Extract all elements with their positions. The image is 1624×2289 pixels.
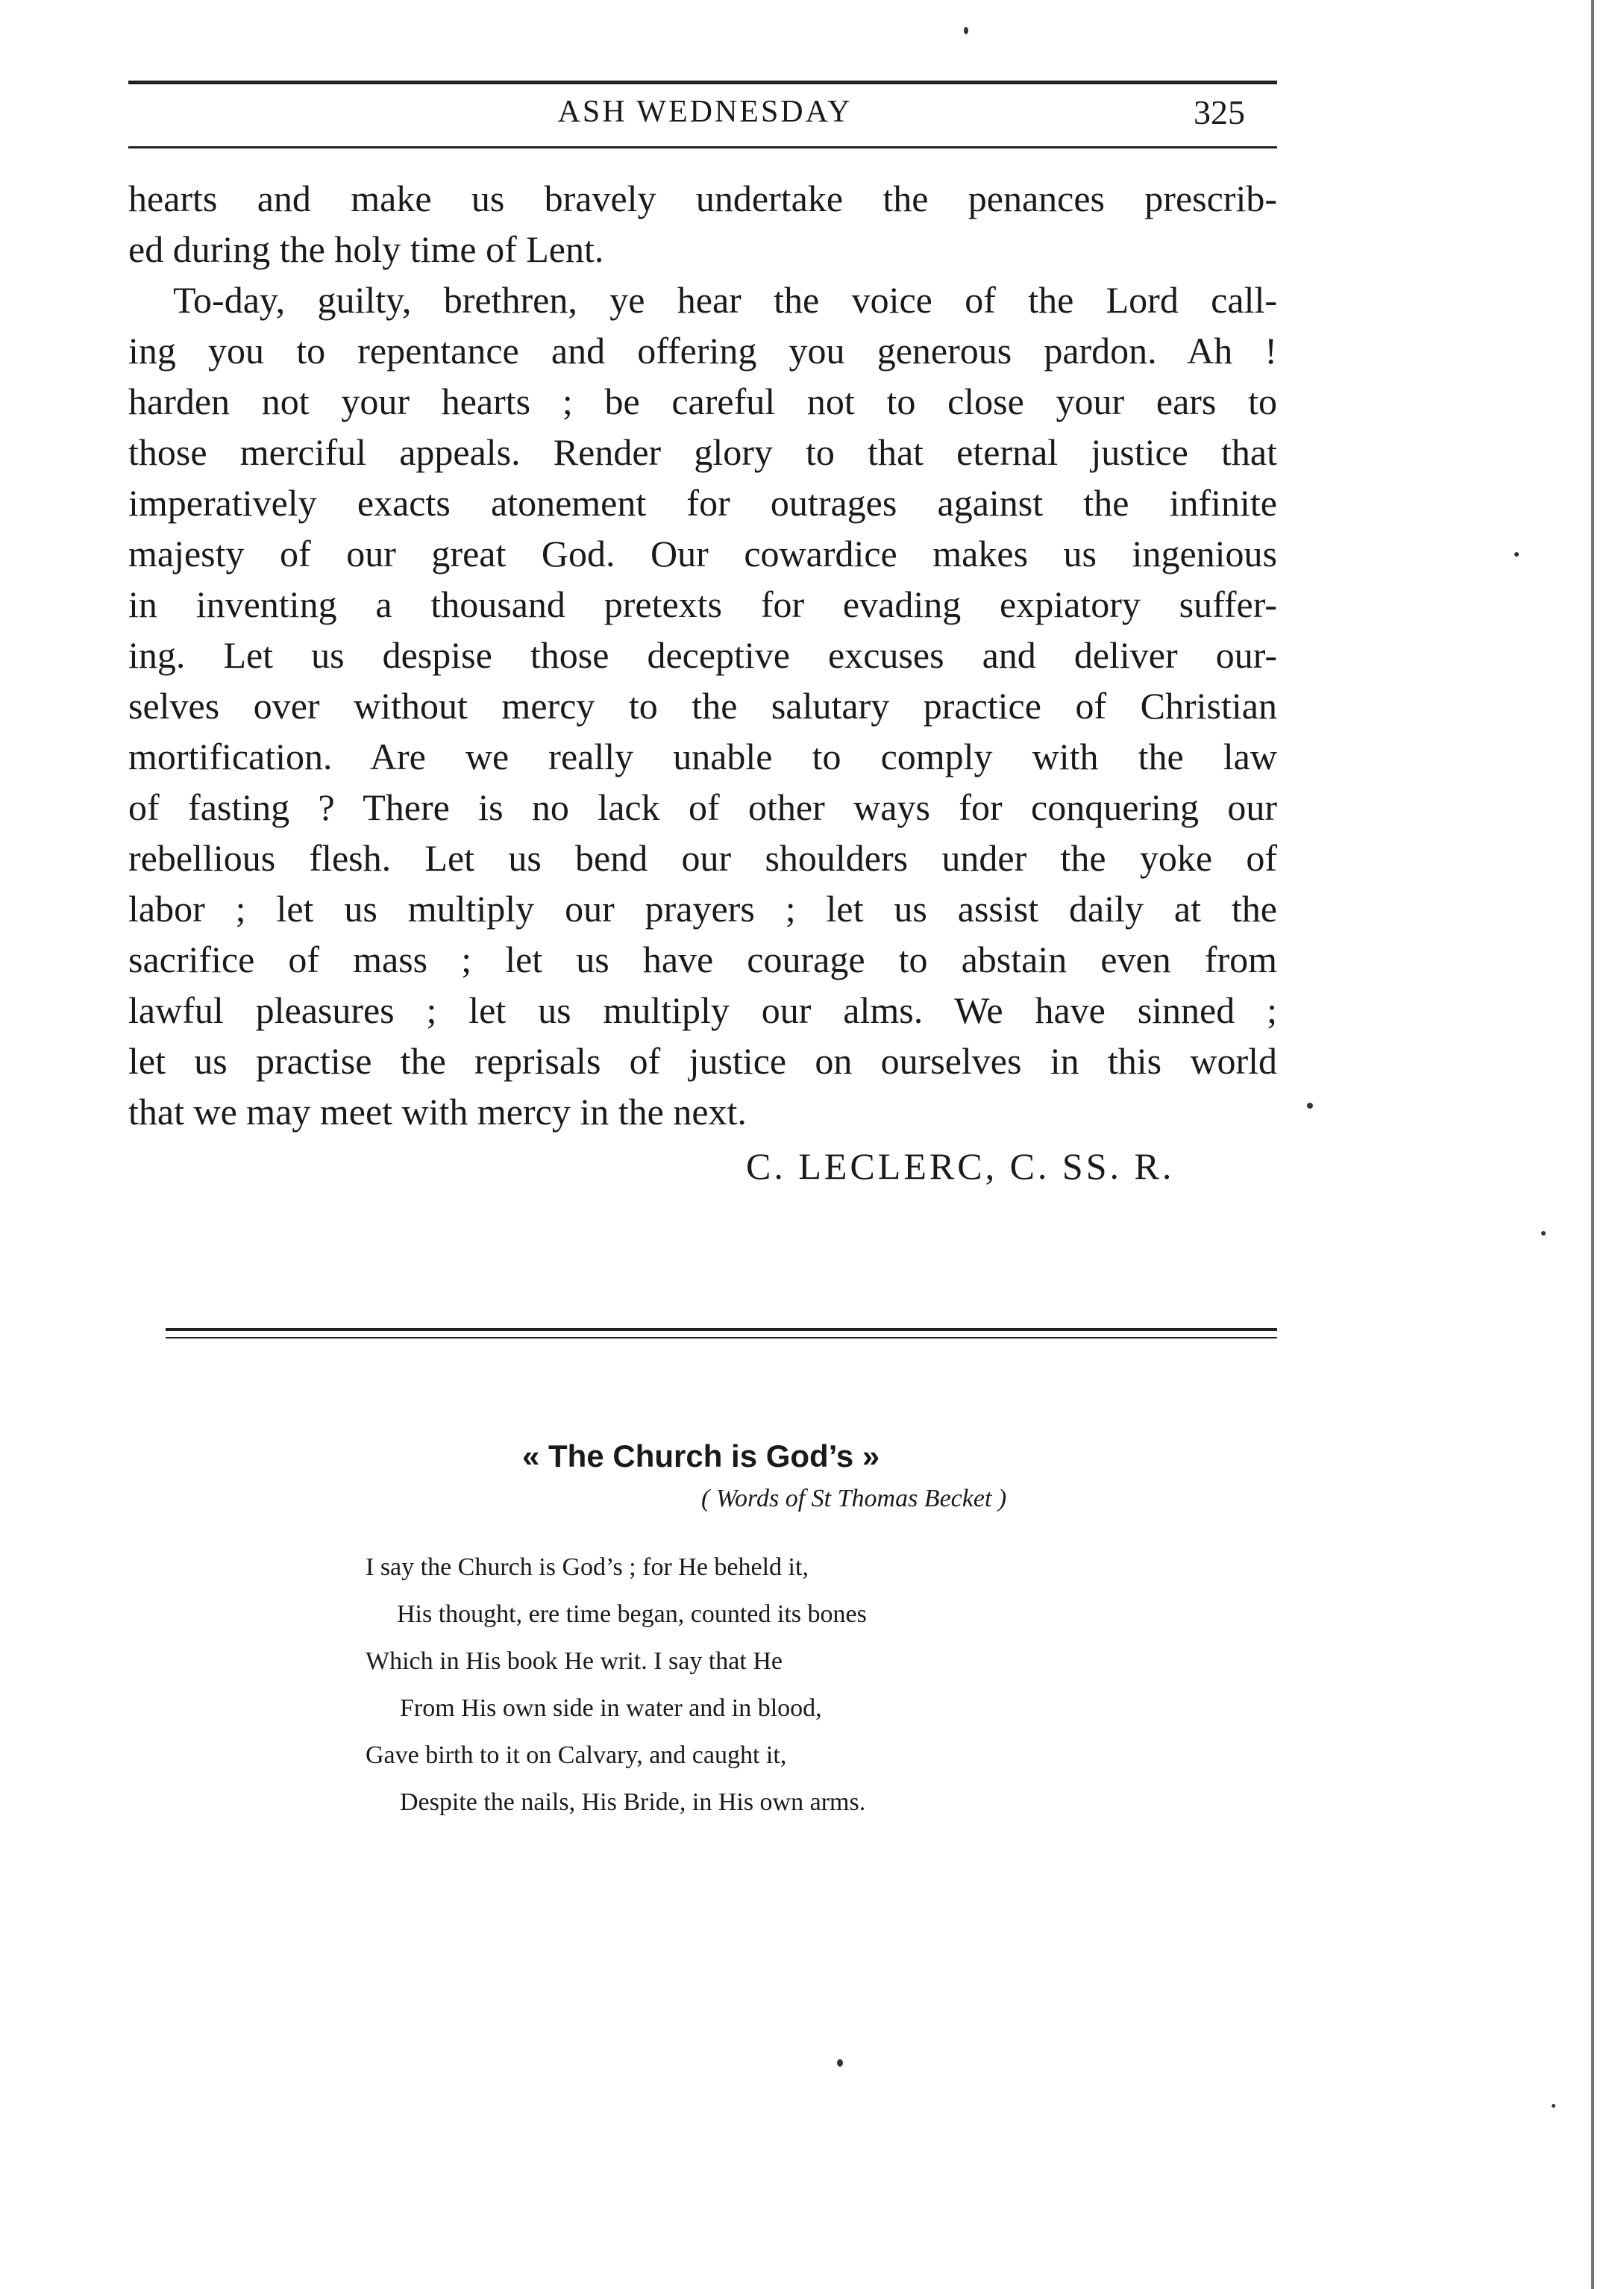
body-line: those merciful appeals. Render glory to that eternal justice that [128,431,1277,473]
verse-line: His thought, ere time began, counted its bones [397,1600,867,1628]
scan-speck [964,27,968,34]
verse-line: Which in His book He writ. I say that He [366,1647,783,1675]
body-line: To-day, guilty, brethren, ye hear the voice of the Lord call- [173,279,1277,321]
body-line: rebellious flesh. Let us bend our shoulders under the yoke of [128,837,1277,879]
verse-line: Gave birth to it on Calvary, and caught it, [366,1741,787,1769]
body-line: ed during the holy time of Lent. [128,228,604,270]
body-line: ing. Let us despise those deceptive excuses and deliver our- [128,634,1277,676]
scan-speck [1307,1103,1313,1109]
scan-speck [1541,1231,1546,1236]
body-line: majesty of our great God. Our cowardice makes us ingenious [128,533,1277,574]
body-line: in inventing a thousand pretexts for evading expiatory suffer- [128,583,1277,625]
poem-attribution: ( Words of St Thomas Becket ) [701,1485,1007,1512]
scan-speck [1552,2104,1555,2108]
verse-line: I say the Church is God’s ; for He beheld it, [366,1553,809,1581]
body-line: ing you to repentance and offering you generous pardon. Ah ! [128,330,1277,372]
body-line: that we may meet with mercy in the next. [128,1091,747,1133]
body-line: mortification. Are we really unable to comply with the law [128,736,1277,777]
body-line: labor ; let us multiply our prayers ; let us assist daily at the [128,888,1277,930]
body-line: of fasting ? There is no lack of other ways for conquering our [128,786,1277,828]
author-signature: C. LECLERC, C. SS. R. [746,1145,1175,1187]
divider-rule-lower [166,1337,1277,1338]
scan-speck [837,2059,843,2067]
body-line: sacrifice of mass ; let us have courage to abstain even from [128,939,1277,980]
scan-edge-shadow [1591,0,1594,2289]
body-line: harden not your hearts ; be careful not to close your ears to [128,381,1277,422]
body-line: selves over without mercy to the salutary practice of Christian [128,685,1277,727]
page-number: 325 [1194,93,1245,131]
header-top-rule [128,81,1277,84]
body-line: let us practise the reprisals of justice on ourselves in this world [128,1040,1277,1082]
body-line: lawful pleasures ; let us multiply our alms. We have sinned ; [128,989,1277,1031]
poem-title: « The Church is God’s » [522,1438,880,1474]
running-head: ASH WEDNESDAY [557,95,853,129]
verse-line: Despite the nails, His Bride, in His own arms. [400,1788,866,1816]
header-bottom-rule [128,146,1277,148]
body-line: hearts and make us bravely undertake the penances prescrib- [128,178,1277,219]
divider-rule-upper [166,1328,1277,1331]
scan-speck [1514,552,1519,557]
body-line: imperatively exacts atonement for outrages against the infinite [128,482,1277,524]
verse-line: From His own side in water and in blood, [400,1694,822,1722]
